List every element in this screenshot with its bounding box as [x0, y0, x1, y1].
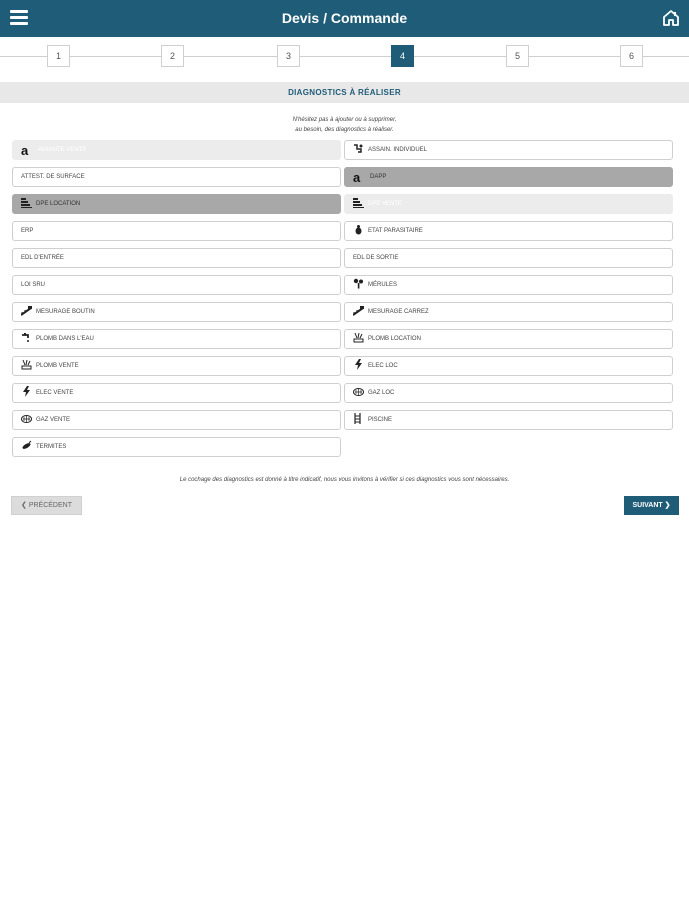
diagnostic-erp[interactable]: [12, 221, 341, 241]
assainissement-icon: [353, 143, 364, 154]
diagnostic-label: DAPP: [370, 174, 387, 180]
step-3[interactable]: 3: [277, 45, 300, 67]
home-icon[interactable]: [661, 8, 681, 28]
step-2[interactable]: 2: [161, 45, 184, 67]
page-title: Devis / Commande: [281, 10, 408, 26]
electricity-icon: [21, 386, 32, 397]
diagnostic-label: MÉRULES: [368, 282, 398, 288]
diagnostic-mesurage-carrez[interactable]: [344, 302, 673, 322]
previous-button[interactable]: ❮ PRÉCÉDENT: [11, 496, 82, 515]
hint-line-1: N'hésitez pas à ajouter ou à supprimer,: [292, 117, 397, 123]
diagnostic-label: MESURAGE BOUTIN: [36, 309, 95, 315]
hint-line-2: au besoin, des diagnostics à réaliser.: [295, 127, 394, 133]
diagnostic-label: ATTEST. DE SURFACE: [21, 174, 85, 180]
next-button[interactable]: SUIVANT ❯: [624, 496, 679, 515]
diagnostic-dapp[interactable]: [344, 167, 673, 187]
measure-icon: [353, 305, 364, 316]
diagnostic-plomb-vente[interactable]: [12, 356, 341, 376]
electricity-icon: [353, 359, 364, 370]
diagnostic-label: AMIANTE VENTE: [38, 147, 87, 153]
diagnostic-label: PLOMB LOCATION: [368, 336, 421, 342]
pool-icon: [353, 413, 364, 424]
diagnostic-amiante-vente[interactable]: [12, 140, 341, 160]
diagnostic-edl-de-sortie[interactable]: [344, 248, 673, 268]
termite-icon: [21, 440, 32, 451]
diagnostic-label: ASSAIN. INDIVIDUEL: [368, 147, 428, 153]
diagnostic-label: ELEC LOC: [368, 363, 398, 369]
diagnostic-label: GAZ VENTE: [36, 417, 71, 423]
dpe-icon: [21, 197, 32, 208]
step-1[interactable]: 1: [47, 45, 70, 67]
step-6[interactable]: 6: [620, 45, 643, 67]
diagnostic-merules[interactable]: [344, 275, 673, 295]
gas-icon: [353, 386, 364, 397]
diagnostic-loi-sru[interactable]: [12, 275, 341, 295]
footnote: Le cochage des diagnostics est donné à titre indicatif, nous vous invitons à vérifier si ces diagnostics vous sont nécessaires.: [179, 477, 510, 483]
section-title: DIAGNOSTICS À RÉALISER: [0, 82, 689, 103]
merule-icon: [353, 278, 364, 289]
diagnostic-assain-individuel[interactable]: [344, 140, 673, 160]
diagnostic-label: LOI SRU: [21, 282, 46, 288]
diagnostic-label: EDL D'ENTRÉE: [21, 255, 64, 261]
diagnostic-elec-loc[interactable]: [344, 356, 673, 376]
diagnostic-label: EDL DE SORTIE: [353, 255, 399, 261]
diagnostic-dpe-location[interactable]: [12, 194, 341, 214]
diagnostic-label: GAZ LOC: [368, 390, 395, 396]
diagnostic-gaz-loc[interactable]: [344, 383, 673, 403]
diagnostic-label: PLOMB VENTE: [36, 363, 79, 369]
diagnostic-piscine[interactable]: [344, 410, 673, 430]
top-bar: [0, 0, 689, 37]
amiante-icon: a: [21, 142, 29, 158]
diagnostic-dpe-vente[interactable]: [344, 194, 673, 214]
gas-icon: [21, 413, 32, 424]
diagnostic-termites[interactable]: [12, 437, 341, 457]
diagnostic-plomb-dans-l-eau[interactable]: [12, 329, 341, 349]
amiante-icon: a: [353, 169, 361, 185]
diagnostic-attest-de-surface[interactable]: [12, 167, 341, 187]
chevron-left-icon: ❮: [21, 502, 29, 509]
diagnostic-edl-d-entree[interactable]: [12, 248, 341, 268]
measure-icon: [21, 305, 32, 316]
plomb-icon: [21, 359, 32, 370]
diagnostic-label: DPE VENTE: [368, 201, 403, 207]
plomb-icon: [353, 332, 364, 343]
diagnostic-label: TERMITES: [36, 444, 67, 450]
diagnostic-label: ELEC VENTE: [36, 390, 74, 396]
dpe-icon: [353, 197, 364, 208]
diagnostic-etat-parasitaire[interactable]: [344, 221, 673, 241]
diagnostic-label: PISCINE: [368, 417, 393, 423]
diagnostic-mesurage-boutin[interactable]: [12, 302, 341, 322]
diagnostic-label: MESURAGE CARREZ: [368, 309, 429, 315]
faucet-icon: [21, 332, 32, 343]
stepper-line: [0, 56, 689, 57]
step-5[interactable]: 5: [506, 45, 529, 67]
step-4[interactable]: 4: [391, 45, 414, 67]
diagnostic-elec-vente[interactable]: [12, 383, 341, 403]
parasite-icon: [353, 224, 364, 235]
diagnostic-label: ERP: [21, 228, 34, 234]
diagnostic-label: ETAT PARASITAIRE: [368, 228, 423, 234]
diagnostic-label: DPE LOCATION: [36, 201, 81, 207]
diagnostic-label: PLOMB DANS L'EAU: [36, 336, 94, 342]
diagnostic-gaz-vente[interactable]: [12, 410, 341, 430]
chevron-right-icon: ❯: [662, 502, 671, 509]
diagnostic-plomb-location[interactable]: [344, 329, 673, 349]
